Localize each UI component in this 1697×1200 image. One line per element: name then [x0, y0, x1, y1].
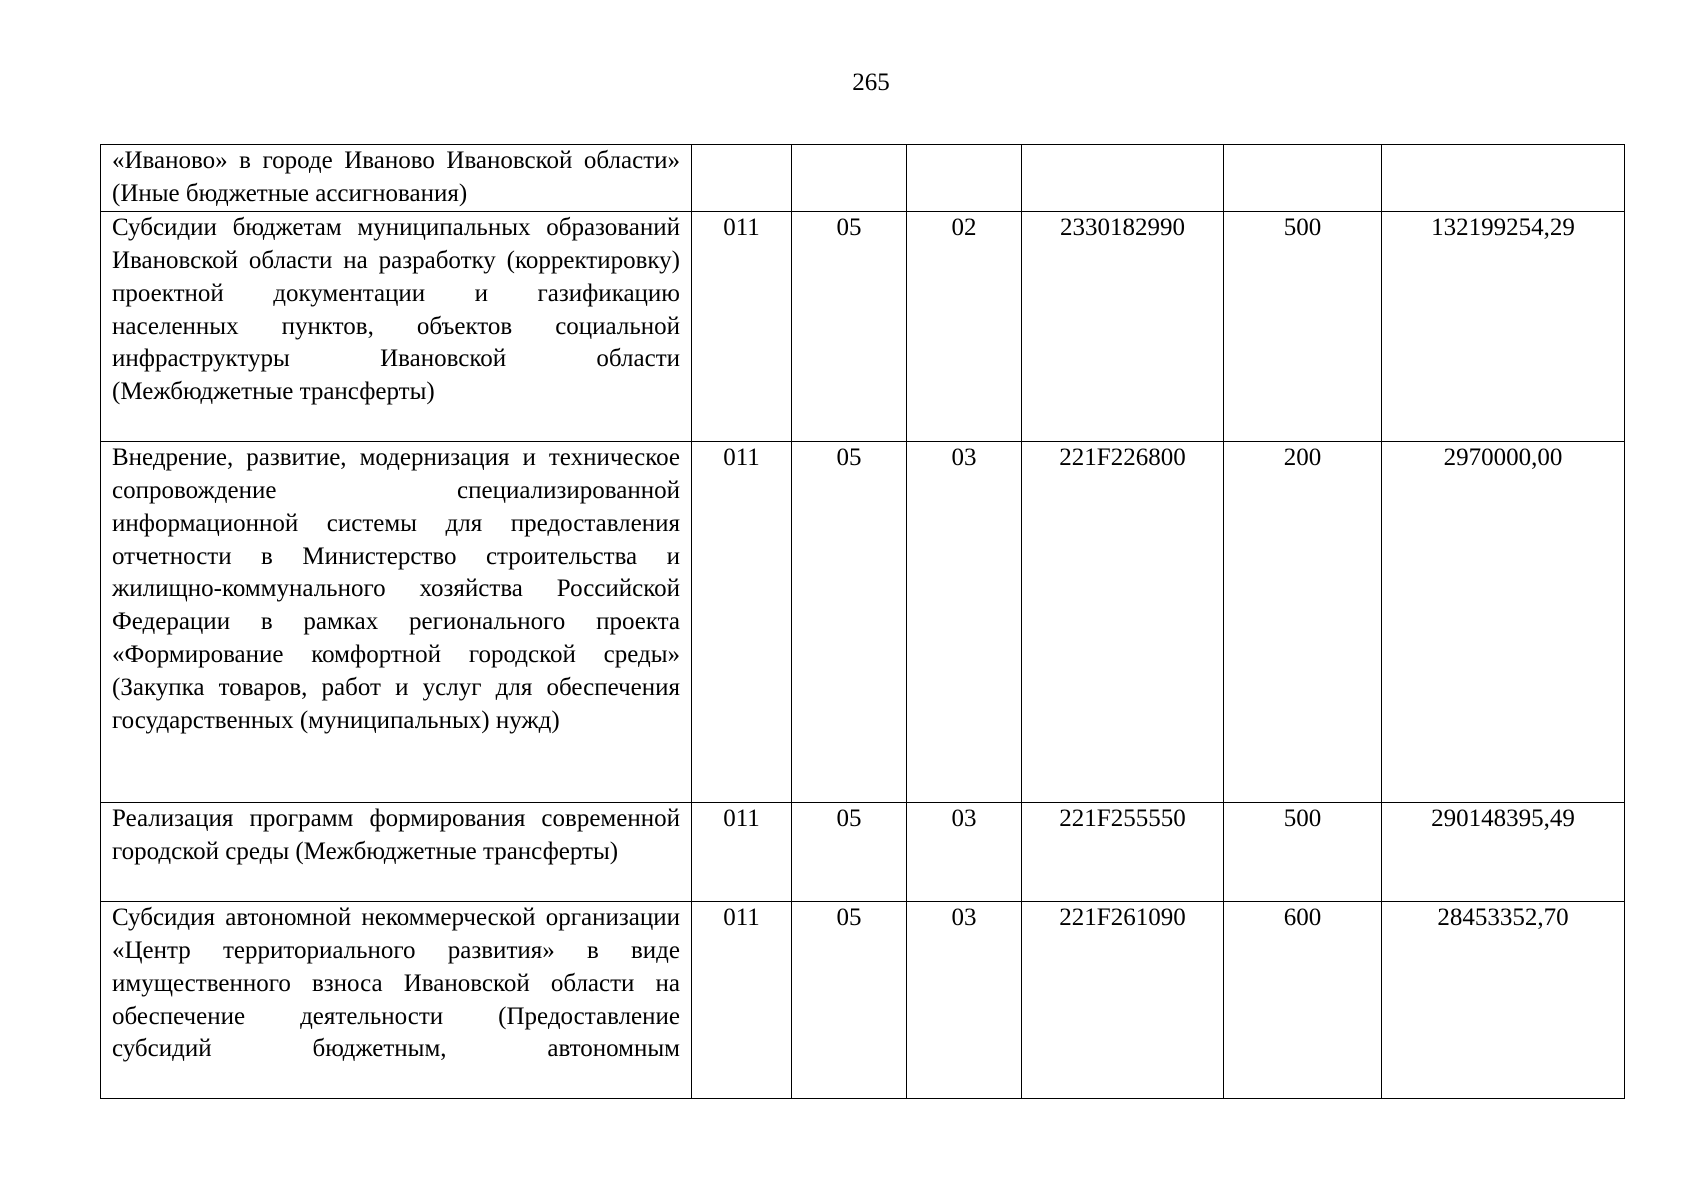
subsection-code: 03: [907, 901, 1022, 1098]
amount: 132199254,29: [1382, 211, 1625, 441]
expense-type-code: 500: [1224, 802, 1382, 901]
target-article-code: 221F226800: [1022, 441, 1224, 802]
row-description: Субсидия автономной некоммерческой организации «Центр территориального развития» в виде имущественного взноса Ивановской области на обеспечение деятельности (Предоставление субсидий бюджетным, автономным: [101, 901, 692, 1098]
row-description: Реализация программ формирования современной городской среды (Межбюджетные трансферты): [101, 802, 692, 901]
target-article-code: [1022, 145, 1224, 212]
ministry-code: 011: [692, 901, 792, 1098]
table-row: [101, 802, 1625, 901]
row-description: Внедрение, развитие, модернизация и техническое сопровождение специализированной информационной системы для предоставления отчетности в Министерство строительства и жилищно-коммунального хозяйства Российской Федерации в рамках регионального проекта «Формирование комфортной городской среды» (Закупка товаров, работ и услуг для обеспечения государственных (муниципальных) нужд): [101, 441, 692, 802]
section-code: 05: [792, 211, 907, 441]
subsection-code: [907, 145, 1022, 212]
amount: 290148395,49: [1382, 802, 1625, 901]
section-code: [792, 145, 907, 212]
table-row: [101, 901, 1625, 1098]
expense-type-code: 600: [1224, 901, 1382, 1098]
expense-type-code: [1224, 145, 1382, 212]
subsection-code: 02: [907, 211, 1022, 441]
expense-type-code: 200: [1224, 441, 1382, 802]
amount: [1382, 145, 1625, 212]
target-article-code: 221F255550: [1022, 802, 1224, 901]
page-number: 265: [852, 69, 890, 96]
ministry-code: 011: [692, 211, 792, 441]
ministry-code: [692, 145, 792, 212]
row-description: Субсидии бюджетам муниципальных образований Ивановской области на разработку (корректировку) проектной документации и газификацию населенных пунктов, объектов социальной инфраструктуры Ивановской области (Межбюджетные трансферты): [101, 211, 692, 441]
target-article-code: 2330182990: [1022, 211, 1224, 441]
section-code: 05: [792, 441, 907, 802]
row-description: «Иваново» в городе Иваново Ивановской области» (Иные бюджетные ассигнования): [101, 145, 692, 212]
target-article-code: 221F261090: [1022, 901, 1224, 1098]
table-row: [101, 145, 1625, 212]
expense-type-code: 500: [1224, 211, 1382, 441]
ministry-code: 011: [692, 441, 792, 802]
budget-table: [100, 144, 1625, 1099]
section-code: 05: [792, 901, 907, 1098]
section-code: 05: [792, 802, 907, 901]
table-row: [101, 211, 1625, 441]
ministry-code: 011: [692, 802, 792, 901]
subsection-code: 03: [907, 441, 1022, 802]
amount: 2970000,00: [1382, 441, 1625, 802]
amount: 28453352,70: [1382, 901, 1625, 1098]
table-row: [101, 441, 1625, 802]
subsection-code: 03: [907, 802, 1022, 901]
